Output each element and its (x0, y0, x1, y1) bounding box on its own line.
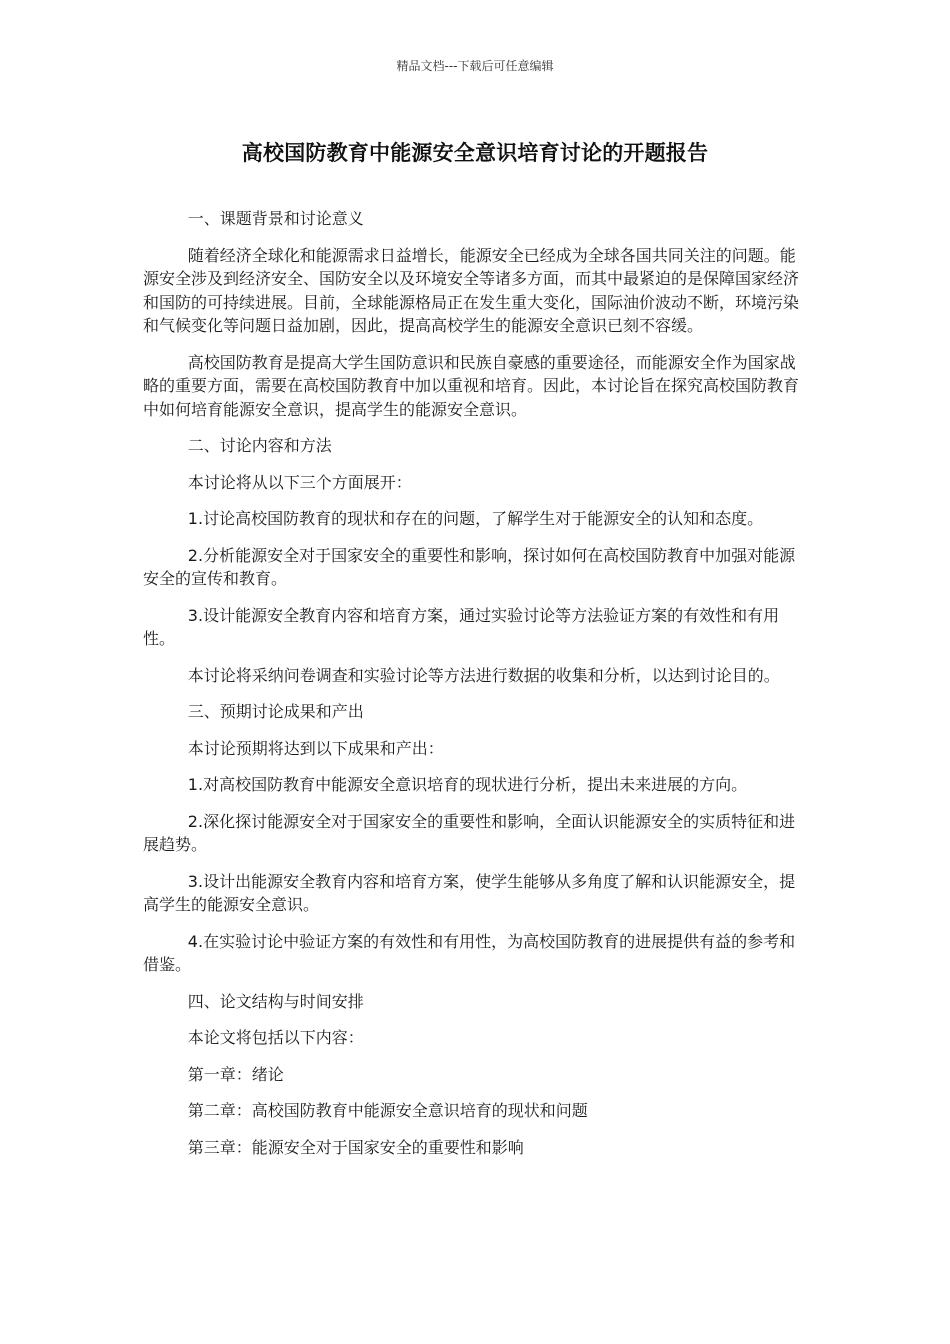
section-heading-1: 一、课题背景和讨论意义 (187, 209, 364, 228)
document-title: 高校国防教育中能源安全意识培育讨论的开题报告 (241, 141, 709, 165)
section-heading-2: 二、讨论内容和方法 (187, 436, 332, 455)
document-body (143, 207, 807, 1172)
list-item-content-3: 3.设计能源安全教育内容和培育方案，通过实验讨论等方法验证方案的有效性和有用性。 (143, 605, 780, 648)
list-item-outcome-1: 1.对高校国防教育中能源安全意识培育的现状进行分析，提出未来进展的方向。 (187, 775, 748, 794)
chapter-item-3: 第三章：能源安全对于国家安全的重要性和影响 (187, 1137, 524, 1157)
paragraph-intro-4: 本论文将包括以下内容： (187, 1028, 364, 1047)
list-item-content-1: 1.讨论高校国防教育的现状和存在的问题，了解学生对于能源安全的认知和态度。 (187, 509, 764, 528)
list-item-outcome-3: 3.设计出能源安全教育内容和培育方案，使学生能够从多角度了解和认识能源安全，提高学生的能源安全意识。 (143, 871, 796, 914)
chapter-item-2: 第二章：高校国防教育中能源安全意识培育的现状和问题 (187, 1101, 588, 1120)
paragraph-background-1: 随着经济全球化和能源需求日益增长，能源安全已经成为全球各国共同关注的问题。能源安全涉及到经济安全、国防安全以及环境安全等诸多方面，而其中最紧迫的是保障国家经济和国防的可持续进展。目前，全球能源格局正在发生重大变化，国际油价波动不断，环境污染和气候变化等问题日益加剧，因此，提高高校学生的能源安全意识已刻不容缓。 (143, 245, 800, 335)
list-item-outcome-2: 2.深化探讨能源安全对于国家安全的重要性和影响，全面认识能源安全的实质特征和进展趋势。 (143, 811, 796, 854)
chapter-item-1: 第一章：绪论 (187, 1064, 284, 1084)
paragraph-intro-2: 本讨论将从以下三个方面展开： (187, 472, 412, 492)
list-item-outcome-4: 4.在实验讨论中验证方案的有效性和有用性，为高校国防教育的进展提供有益的参考和借鉴。 (143, 931, 796, 974)
list-item-content-2: 2.分析能源安全对于国家安全的重要性和影响，探讨如何在高校国防教育中加强对能源安全的宣传和教育。 (143, 545, 796, 588)
paragraph-methods: 本讨论将采纳问卷调查和实验讨论等方法进行数据的收集和分析，以达到讨论目的。 (187, 665, 780, 685)
paragraph-intro-3: 本讨论预期将达到以下成果和产出： (187, 738, 444, 758)
paragraph-background-2: 高校国防教育是提高大学生国防意识和民族自豪感的重要途径，而能源安全作为国家战略的重要方面，需要在高校国防教育中加以重视和培育。因此，本讨论旨在探究高校国防教育中如何培育能源安全意识，提高学生的能源安全意识。 (143, 352, 800, 419)
section-heading-4: 四、论文结构与时间安排 (187, 991, 364, 1011)
section-heading-3: 三、预期讨论成果和产出 (187, 702, 364, 721)
page-header-watermark: 精品文档---下载后可任意编辑 (396, 59, 554, 73)
